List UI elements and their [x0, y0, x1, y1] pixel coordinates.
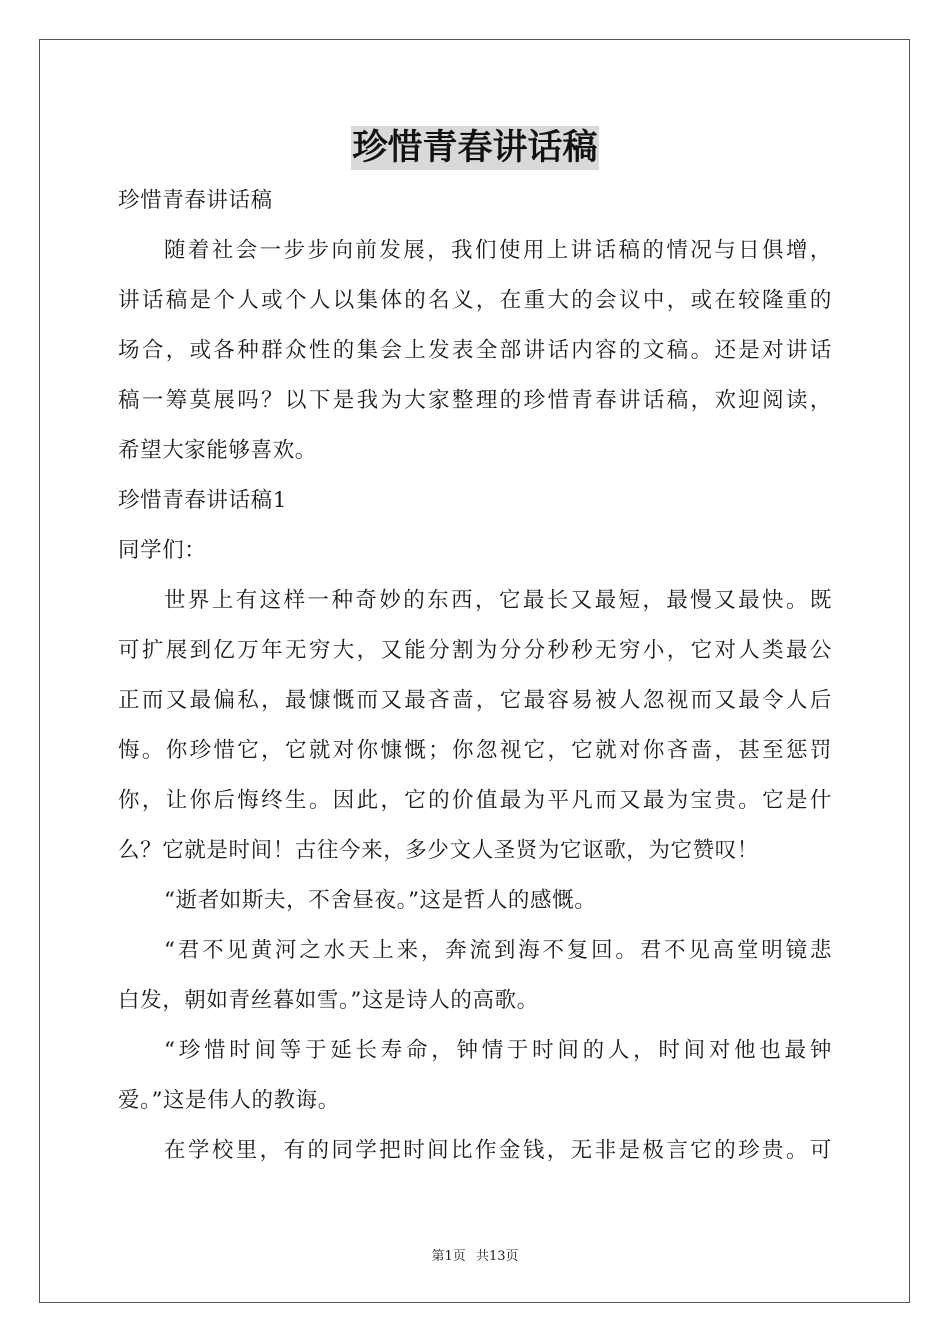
text-line: 在学校里，有的同学把时间比作金钱，无非是极言它的珍贵。可 — [164, 1138, 832, 1163]
text-line: 同学们： — [118, 538, 207, 563]
text-line: 希望大家能够喜欢。 — [118, 438, 317, 463]
page-footer — [0, 1245, 950, 1264]
page-number: 第1页 — [431, 1249, 466, 1264]
text-line: 珍惜青春讲话稿 — [118, 188, 273, 213]
text-line: “君不见黄河之水天上来，奔流到海不复回。君不见高堂明镜悲 — [164, 938, 832, 963]
text-line: 么？它就是时间！古往今来，多少文人圣贤为它讴歌，为它赞叹！ — [118, 838, 759, 863]
text-line: 悔。你珍惜它，它就对你慷慨；你忽视它，它就对你吝啬，甚至惩罚 — [118, 738, 832, 763]
text-line: 世界上有这样一种奇妙的东西，它最长又最短，最慢又最快。既 — [164, 588, 832, 613]
text-line: 正而又最偏私，最慷慨而又最吝啬，它最容易被人忽视而又最令人后 — [118, 688, 832, 713]
text-line: 你，让你后悔终生。因此，它的价值最为平凡而又最为宝贵。它是什 — [118, 788, 832, 813]
title-container — [0, 126, 950, 170]
page-total: 共13页 — [475, 1249, 519, 1264]
text-line: 爱。”这是伟人的教诲。 — [118, 1088, 340, 1113]
text-line: 随着社会一步步向前发展，我们使用上讲话稿的情况与日俱增， — [164, 238, 832, 263]
text-line: 白发，朝如青丝暮如雪。”这是诗人的高歌。 — [118, 988, 539, 1013]
text-line: “珍惜时间等于延长寿命，钟情于时间的人，时间对他也最钟 — [164, 1038, 832, 1063]
text-line: 珍惜青春讲话稿1 — [118, 488, 287, 513]
text-line: 可扩展到亿万年无穷大，又能分割为分分秒秒无穷小，它对人类最公 — [118, 638, 832, 663]
text-line: 稿一筹莫展吗？以下是我为大家整理的珍惜青春讲话稿，欢迎阅读， — [118, 388, 832, 413]
document-body — [118, 176, 832, 1176]
document-title: 珍惜青春讲话稿 — [352, 128, 598, 168]
text-line: 场合，或各种群众性的集会上发表全部讲话内容的文稿。还是对讲话 — [118, 338, 832, 363]
text-line: 讲话稿是个人或个人以集体的名义，在重大的会议中，或在较隆重的 — [118, 288, 832, 313]
text-line: “逝者如斯夫，不舍昼夜。”这是哲人的感慨。 — [164, 888, 597, 913]
